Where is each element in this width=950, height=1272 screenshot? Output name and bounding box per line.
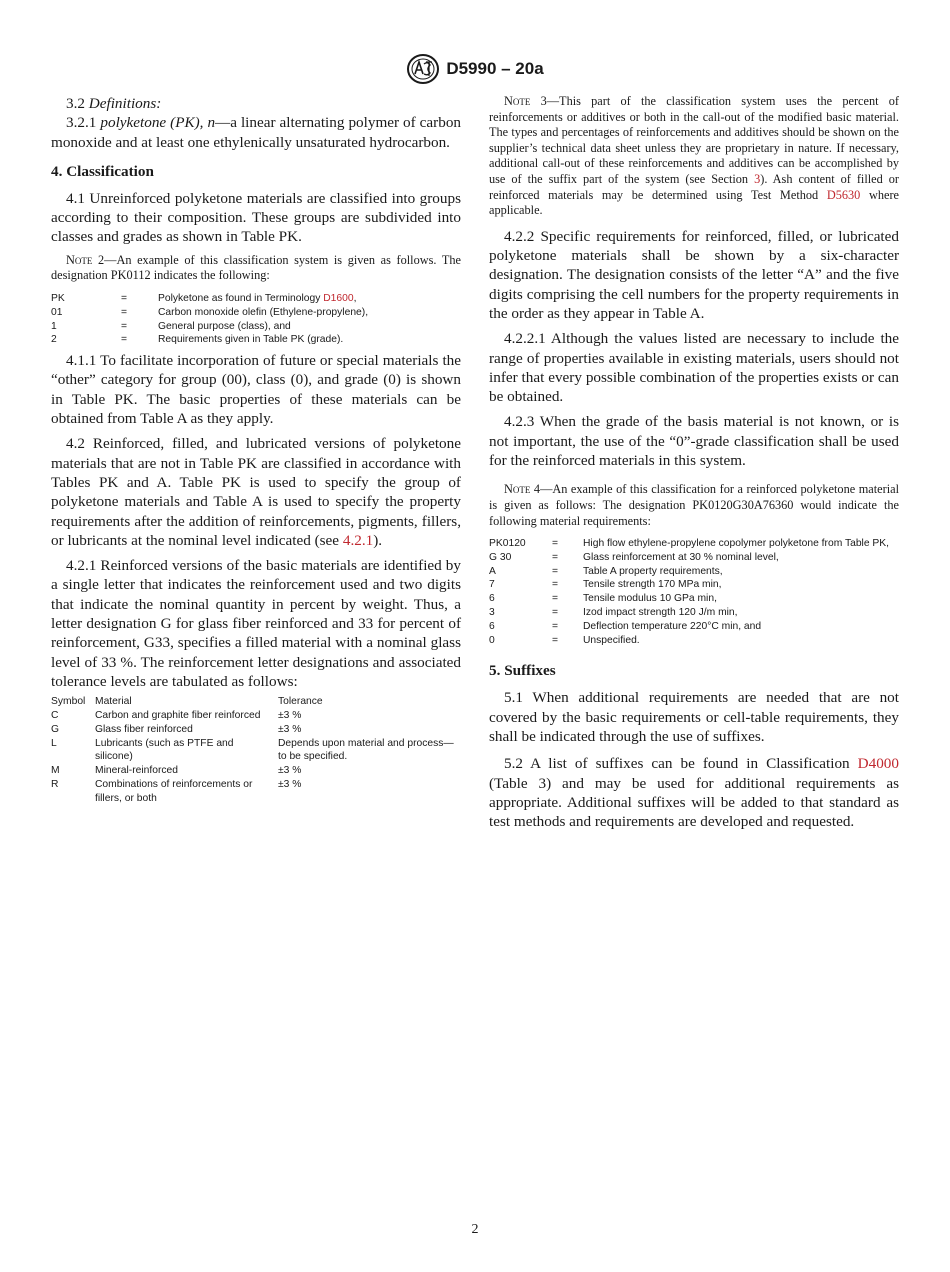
table-row: 01 = Carbon monoxide olefin (Ethylene-propylene), <box>51 306 369 318</box>
table-row: C Carbon and graphite fiber reinforced ±3 % <box>51 710 302 721</box>
paragraph-5-2: 5.2 A list of suffixes can be found in Classification D4000 (Table 3) and may be used for additional requirements as appropriate. Additional suffixes will be added to that standard as test methods and requirements are developed and requested. <box>489 755 899 831</box>
table-row: M Mineral-reinforced ±3 % <box>51 765 302 777</box>
table-row: G 30 = Glass reinforcement at 30 % nominal level, <box>489 551 779 563</box>
table-row: 2 = Requirements given in Table PK (grade). <box>51 334 344 346</box>
page-number: 2 <box>471 1222 479 1237</box>
link-section-3[interactable]: 3 <box>754 171 761 186</box>
table-row: PK = Polyketone as found in Terminology D1600, <box>51 292 357 304</box>
table-row: 6 = Deflection temperature 220°C min, and <box>489 620 762 632</box>
link-d1600[interactable]: D1600 <box>323 292 354 304</box>
paragraph-4-1: 4.1 Unreinforced polyketone materials are classified into groups according to their composition. These groups are subdivided into classes and grades as shown in Table PK. <box>51 189 461 246</box>
table-row: L Lubricants (such as PTFE and silicone) Depends upon material and process—to be specified. <box>51 737 454 763</box>
link-d4000[interactable]: D4000 <box>857 755 899 773</box>
definitions-heading: 3.2 Definitions: <box>66 95 162 112</box>
note-4: Note 4—An example of this classification for a reinforced polyketone material is given as follows: The designation PK0120G30A76360 would indicate the following material requirements: <box>489 482 899 528</box>
paragraph-4-1-1: 4.1.1 To facilitate incorporation of future or special materials the “other” category for group (00), class (0), and grade (0) is shown in Table PK. The basic properties of these materials can be obtained from Table A as they apply. <box>51 352 461 428</box>
link-d5630[interactable]: D5630 <box>826 187 861 202</box>
table-row: 7 = Tensile strength 170 MPa min, <box>489 579 722 591</box>
paragraph-4-2-1: 4.2.1 Reinforced versions of the basic materials are identified by a single letter that indicates the reinforcement used and two digits that indicate the nominal quantity in percent by weight. Thus, a letter designation G for glass fiber reinforced and 33 for percent of reinforcement, G33, specifies a filled material with a nominal glass level of 33 %. The reinforcement letter designations and associated tolerance levels are tabulated as follows: <box>51 557 461 690</box>
table-row: 6 = Tensile modulus 10 GPa min, <box>489 593 717 605</box>
reinforcement-tolerance-table <box>51 695 461 805</box>
paragraph-5-1: 5.1 When additional requirements are needed that are not covered by the basic requirements or cell-table requirements, they shall be indicated through the use of suffixes. <box>489 689 899 746</box>
link-4-2-1[interactable]: 4.2.1 <box>342 531 374 549</box>
paragraph-4-2-2: 4.2.2 Specific requirements for reinforced, filled, or lubricated polyketone materials shall be shown by a six-character designation. The designation consists of the letter “A” and the five digits comprising the cell numbers for the property requirements in the order as they appear in Table A. <box>489 227 899 322</box>
note-2: Note 2—An example of this classification system is given as follows. The designation PK0112 indicates the following: <box>51 252 461 283</box>
note-4-table <box>489 537 899 647</box>
document-id: D5990 – 20a <box>446 59 544 78</box>
section-5-heading: 5. Suffixes <box>489 662 556 680</box>
table-row: G Glass fiber reinforced ±3 % <box>51 723 302 735</box>
table-row: 1 = General purpose (class), and <box>51 320 291 332</box>
note-3: Note 3—This part of the classification system uses the percent of reinforcements or additives or both in the call-out of the modified basic material. The types and percentages of reinforcements and additives should be shown on the supplier’s technical data sheet unless they are proprietary in nature. If necessary, additional call-out of these reinforcements and additives can be accomplished by use of the suffix part of the system (see Section 3). Ash content of filled or reinforced materials may be determined using Test Method D5630 where applicable. <box>489 94 900 218</box>
table-row: PK0120 = High flow ethylene-propylene copolymer polyketone from Table PK, <box>489 538 890 550</box>
table-row: 3 = Izod impact strength 120 J/m min, <box>489 607 738 619</box>
table-row: R Combinations of reinforcements or fillers, or both ±3 % <box>51 778 302 804</box>
table-row: A = Table A property requirements, <box>489 565 723 577</box>
table-row: 0 = Unspecified. <box>489 634 640 646</box>
right-column <box>489 94 899 838</box>
left-column <box>51 94 461 806</box>
paragraph-4-2-2-1: 4.2.2.1 Although the values listed are necessary to include the range of properties available in existing materials, users should not infer that every possible combination of the properties exists or can be obtained. <box>489 330 899 406</box>
page-header <box>0 52 950 86</box>
paragraph-4-2-3: 4.2.3 When the grade of the basis material is not known, or is not important, the use of the “0”-grade classification shall be used for the reinforced materials in this system. <box>489 413 899 470</box>
table-header-row: Symbol Material Tolerance <box>51 696 323 708</box>
astm-logo-icon <box>406 53 440 85</box>
definition-polyketone: 3.2.1 polyketone (PK), n—a linear alternating polymer of carbon monoxide and at least one ethylenically unsaturated hydrocarbon. <box>51 114 462 151</box>
paragraph-4-2: 4.2 Reinforced, filled, and lubricated versions of polyketone materials that are not in Table PK are classified in accordance with Tables PK and A. Table PK is used to specify the group of polyketone materials and Table A is used to specify the property requirements after the addition of reinforcements, pigments, fillers, or lubricants at the nominal level indicated (see 4.2.1). <box>51 435 461 549</box>
note-2-table <box>51 292 461 347</box>
section-4-heading: 4. Classification <box>51 162 154 180</box>
